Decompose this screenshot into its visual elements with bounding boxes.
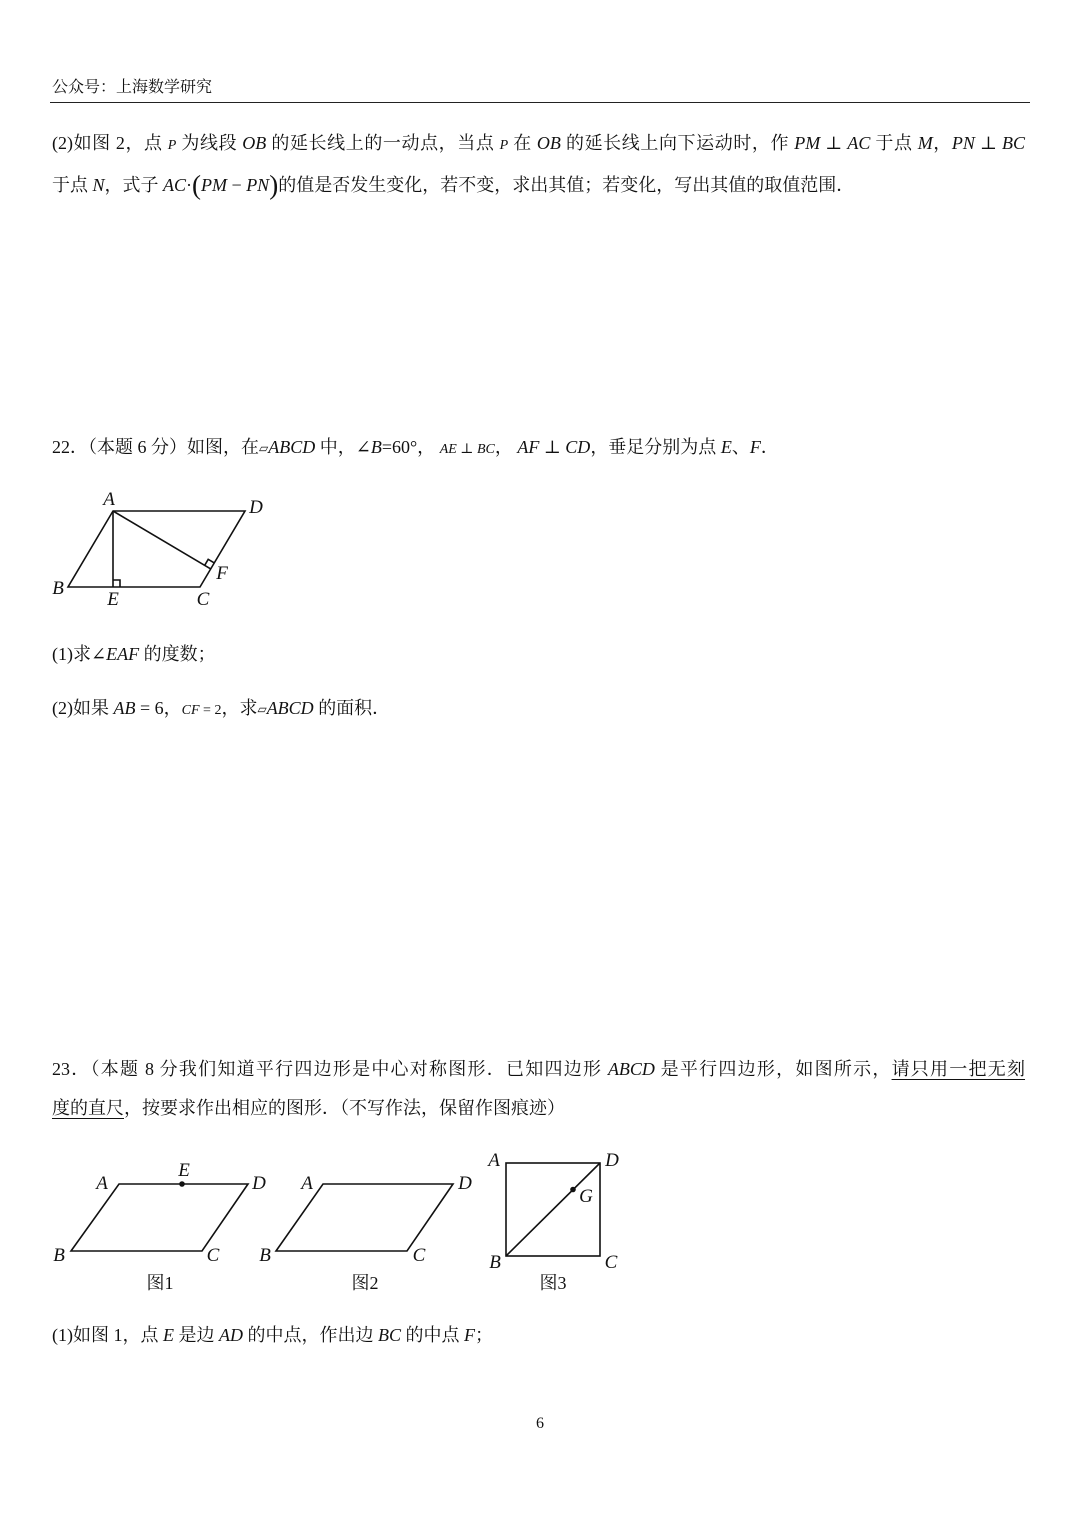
math-variable: PN	[951, 133, 975, 153]
text-run: ⊥	[820, 133, 848, 153]
figure-caption: 图1	[146, 1273, 174, 1293]
math-variable: E	[163, 1325, 174, 1345]
text-run: ∠	[355, 437, 371, 457]
math-variable: AC	[847, 133, 871, 153]
text-run: 22．（本题 6 分）如图，在	[52, 437, 259, 457]
parallelogram-symbol: ▱	[257, 702, 267, 716]
label-f: F	[216, 563, 228, 584]
math-variable: CD	[565, 437, 591, 457]
math-variable: AF	[517, 437, 540, 457]
math-variable: AB	[113, 698, 136, 718]
label-a: A	[301, 1173, 313, 1194]
q22-part2	[52, 699, 390, 720]
text-run: (2)如图 2，点	[52, 133, 168, 153]
label-a: A	[488, 1150, 500, 1171]
text-run: 的面积．	[313, 698, 391, 718]
q23-figure-3	[486, 1150, 619, 1293]
text-run: 中，	[315, 437, 356, 457]
header-source: 公众号：上海数学研究	[52, 79, 213, 96]
q22-stem	[52, 438, 779, 459]
math-variable: P	[167, 138, 177, 153]
point-e	[179, 1181, 185, 1187]
text-run: ，求	[221, 698, 258, 718]
text-run: =60°，	[381, 437, 440, 457]
text-run: 的中点	[401, 1325, 465, 1345]
math-variable: E	[720, 437, 732, 457]
label-a: A	[96, 1173, 108, 1194]
text-run: (1)如图 1，点	[52, 1325, 163, 1345]
math-variable: ABCD	[266, 698, 314, 718]
text-run: 的延长线上向下运动时，作	[560, 133, 795, 153]
diagonal-bd	[506, 1163, 600, 1256]
math-variable: F	[749, 437, 761, 457]
text-run: ；	[475, 1325, 494, 1345]
underlined-text: 度的直尺	[52, 1098, 124, 1118]
text-run: 为线段	[176, 133, 243, 153]
math-variable: BC	[378, 1325, 402, 1345]
math-variable: ABCD	[268, 437, 316, 457]
text-run: (	[192, 170, 202, 200]
text-run: 的中点，作出边	[243, 1325, 378, 1345]
math-variable: PM	[794, 133, 821, 153]
text-run: −	[227, 175, 247, 195]
right-angle-mark-e	[113, 580, 120, 587]
math-variable: AC	[163, 175, 187, 195]
text-run: 、	[731, 437, 750, 457]
math-variable: ABCD	[607, 1059, 655, 1079]
text-run: = 2	[199, 703, 222, 718]
label-e: E	[107, 589, 119, 610]
label-d: D	[252, 1173, 266, 1194]
math-variable: OB	[242, 133, 267, 153]
text-run: 的延长线上的一动点，当点	[266, 133, 500, 153]
math-variable: PM	[201, 175, 228, 195]
label-c: C	[196, 589, 210, 610]
text-run: ⊥	[974, 133, 1003, 153]
figure-caption: 图3	[539, 1273, 567, 1293]
text-run: )	[269, 170, 279, 200]
text-run: 是边	[174, 1325, 219, 1345]
underlined-text: 请只用一把无刻	[891, 1059, 1026, 1079]
label-c: C	[604, 1252, 618, 1273]
text-run: ，	[494, 437, 518, 457]
q23-part1	[52, 1326, 493, 1344]
text-run: = 6，	[135, 698, 182, 718]
text-run: 于点	[870, 133, 918, 153]
label-b: B	[52, 578, 64, 599]
text-run: ，式子	[104, 175, 164, 195]
label-a: A	[103, 489, 115, 510]
math-variable: B	[370, 437, 382, 457]
segment-af	[113, 511, 211, 569]
text-run: 的度数；	[139, 644, 216, 664]
math-variable: M	[917, 133, 933, 153]
parallelogram-abcd	[276, 1184, 453, 1251]
math-variable: BC	[1002, 133, 1026, 153]
text-run: (2)如果	[52, 698, 114, 718]
label-b: B	[53, 1245, 65, 1266]
q21-part2-line-1	[52, 134, 1025, 155]
math-variable: N	[92, 175, 105, 195]
figure-caption: 图2	[351, 1273, 379, 1293]
label-b: B	[259, 1245, 271, 1266]
text-run: (1)求	[52, 644, 91, 664]
text-run: ⊥	[456, 442, 477, 457]
label-g: G	[579, 1186, 593, 1207]
label-b: B	[489, 1252, 501, 1273]
text-run: ·	[186, 175, 193, 195]
label-d: D	[605, 1150, 619, 1171]
page-number: 6	[536, 1415, 544, 1432]
q23-figure-1	[53, 1160, 266, 1293]
point-g	[570, 1187, 576, 1193]
math-variable: P	[499, 138, 509, 153]
parallelogram-symbol: ▱	[259, 441, 269, 455]
label-e: E	[178, 1160, 190, 1181]
q22-part1	[52, 645, 216, 663]
text-run: 的值是否发生变化，若不变，求出其值；若变化，写出其值的取值范围．	[278, 175, 855, 195]
math-variable: AD	[219, 1325, 243, 1345]
math-variable: AE	[439, 442, 457, 457]
text-run: ，	[932, 133, 952, 153]
label-d: D	[458, 1173, 472, 1194]
text-run: 在	[508, 133, 537, 153]
label-c: C	[206, 1245, 220, 1266]
math-variable: BC	[476, 442, 495, 457]
math-variable: F	[464, 1325, 476, 1345]
text-run: ．	[760, 437, 779, 457]
q23-figure-2	[259, 1173, 472, 1293]
parallelogram-abcd	[71, 1184, 248, 1251]
text-run: ，按要求作出相应的图形．（不写作法，保留作图痕迹）	[124, 1098, 565, 1118]
text-run: ，垂足分别为点	[590, 437, 721, 457]
text-run: 23．（本题 8 分我们知道平行四边形是中心对称图形．已知四边形	[52, 1059, 608, 1079]
text-run: ∠	[91, 644, 107, 664]
label-d: D	[249, 497, 263, 518]
header-rule	[50, 102, 1030, 103]
q23-figures	[40, 1145, 640, 1300]
q22-figure	[40, 486, 280, 612]
math-variable: PN	[246, 175, 270, 195]
math-variable: OB	[536, 133, 561, 153]
label-c: C	[412, 1245, 426, 1266]
q23-stem-line-2	[52, 1099, 565, 1117]
q23-stem-line-1	[52, 1060, 1025, 1078]
q21-part2-line-2	[52, 170, 855, 200]
text-run: ⊥	[539, 437, 566, 457]
text-run: 于点	[52, 175, 93, 195]
math-variable: EAF	[106, 644, 140, 664]
text-run: 是平行四边形，如图所示，	[654, 1059, 892, 1079]
math-variable: CF	[181, 703, 200, 718]
